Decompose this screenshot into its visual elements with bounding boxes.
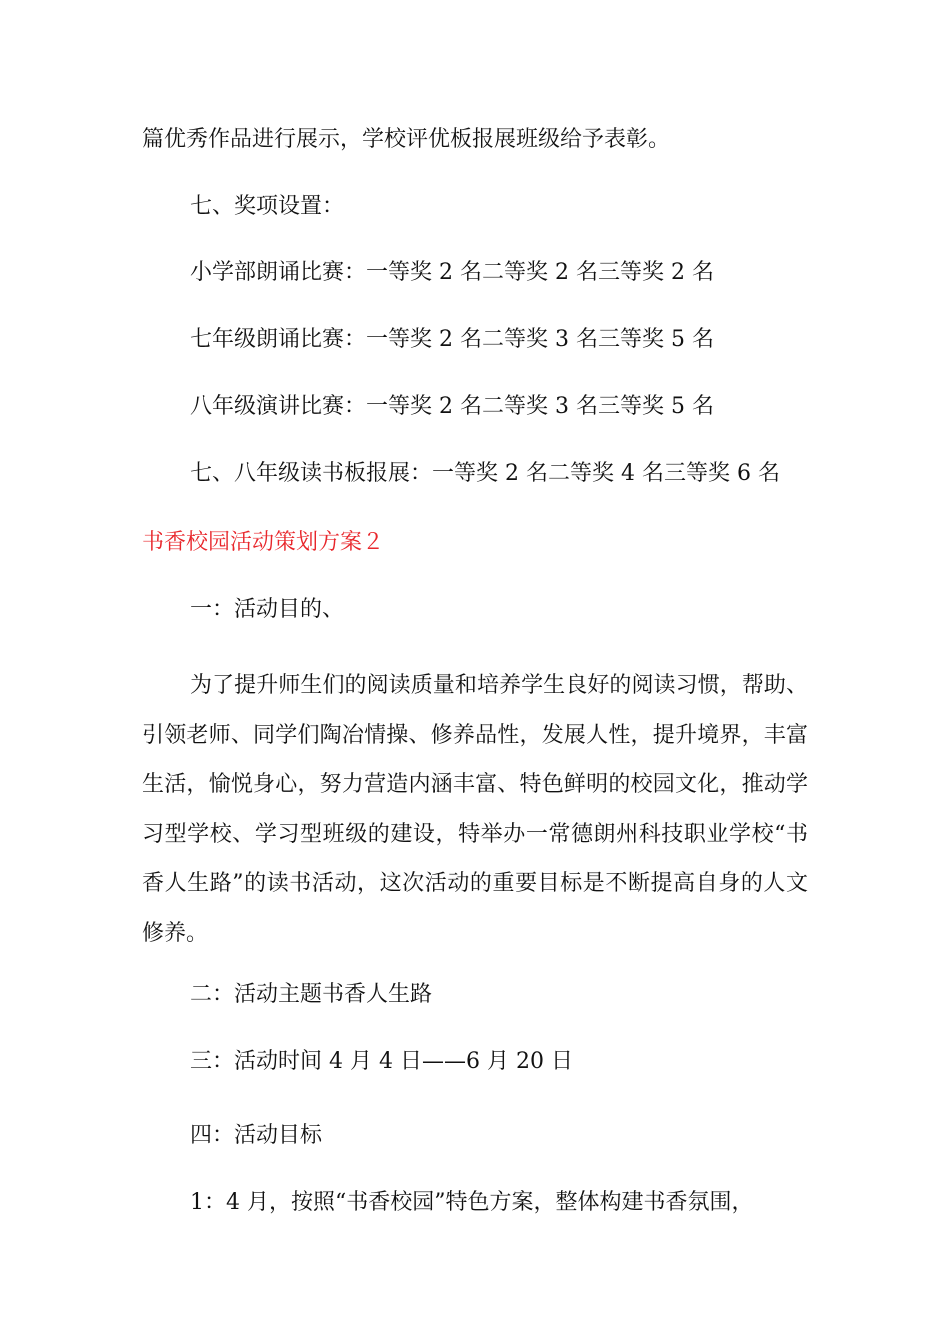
goal-item-1: 1：4 月，按照“书香校园”特色方案，整体构建书香氛围， [190, 1190, 754, 1215]
award-line-grade8: 八年级演讲比赛：一等奖 2 名二等奖 3 名三等奖 5 名 [190, 394, 714, 419]
awards-title: 七、奖项设置： [190, 194, 345, 219]
section-heading: 书香校园活动策划方案２ [142, 530, 385, 555]
purpose-paragraph: 为了提升师生们的阅读质量和培养学生良好的阅读习惯，帮助、引领老师、同学们陶冶情操、修养品性，发展人性，提升境界，丰富生活，愉悦身心，努力营造内涵丰富、特色鲜明的校园文化，推动学习型学校、学习型班级的建设，特举办一常德朗州科技职业学校“书香人生路”的读书活动，这次活动的重要目标是不断提高自身的人文修养。 [142, 673, 808, 946]
goal-title: 四：活动目标 [190, 1123, 323, 1148]
award-line-board: 七、八年级读书板报展：一等奖 2 名二等奖 4 名三等奖 6 名 [190, 461, 780, 486]
purpose-title: 一：活动目的、 [190, 597, 345, 622]
theme-line: 二：活动主题书香人生路 [190, 982, 433, 1007]
award-line-primary: 小学部朗诵比赛：一等奖 2 名二等奖 2 名三等奖 2 名 [190, 260, 714, 285]
award-line-grade7: 七年级朗诵比赛：一等奖 2 名二等奖 3 名三等奖 5 名 [190, 327, 714, 352]
time-line: 三：活动时间 4 月 4 日——6 月 20 日 [190, 1049, 573, 1074]
text-line-continuation: 篇优秀作品进行展示，学校评优板报展班级给予表彰。 [142, 127, 671, 152]
